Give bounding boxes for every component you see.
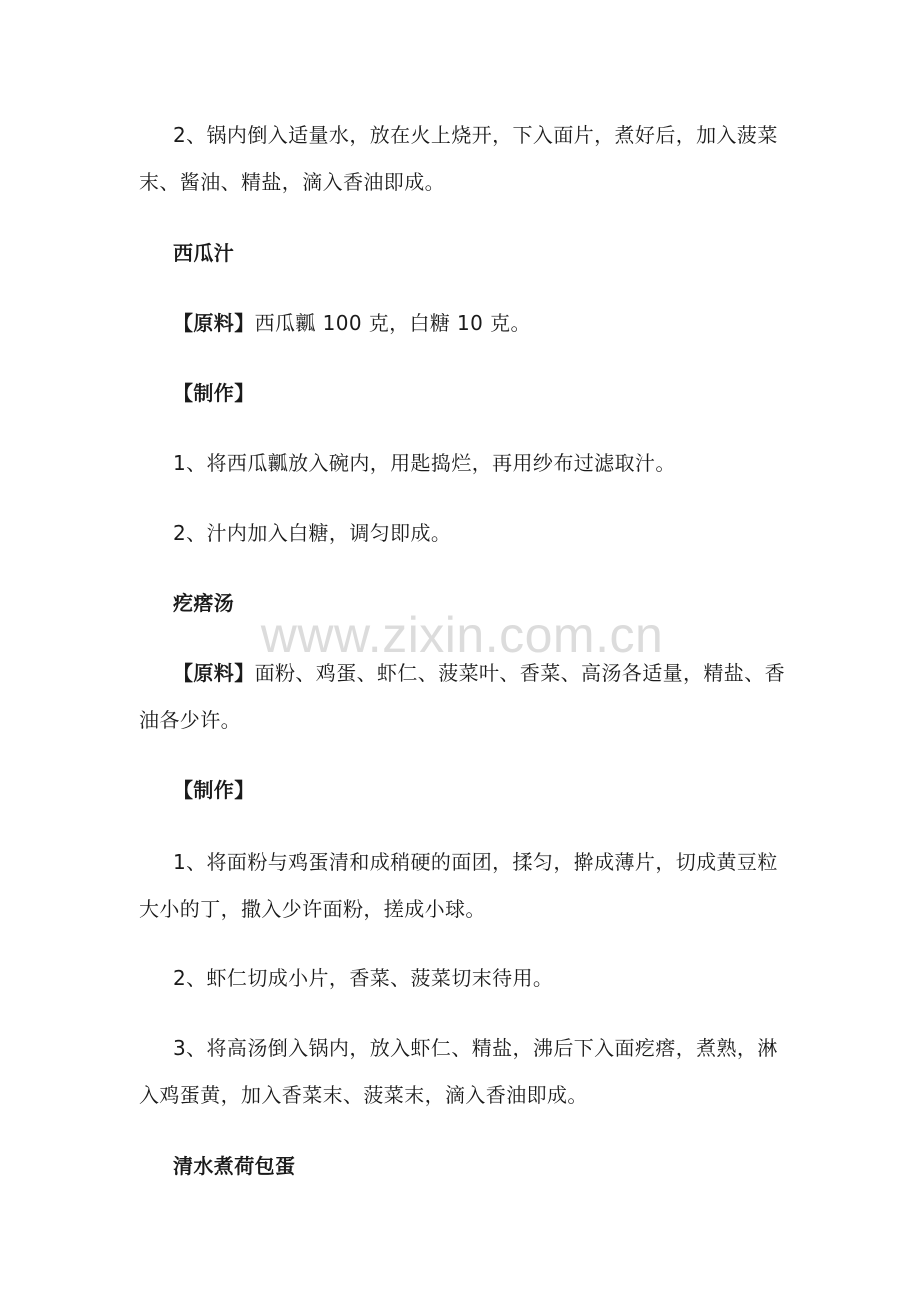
ingredients-text: 西瓜瓤 100 克，白糖 10 克。 [254,311,531,335]
site-watermark: www.zixin.com.cn [260,607,664,663]
paragraph-noodle-step-2: 2、锅内倒入适量水，放在火上烧开，下入面片，煮好后，加入菠菜末、酱油、精盐，滴入香油即成。 [139,123,778,194]
paragraph-watermelon-step-1: 1、将西瓜瓤放入碗内，用匙捣烂，再用纱布过滤取汁。 [173,451,676,475]
paragraph-soup-step-2: 2、虾仁切成小片，香菜、菠菜切末待用。 [173,966,554,990]
ingredients-label: 【原料】 [173,661,255,685]
method-label-watermelon [139,370,785,417]
recipe-title-watermelon-juice: 西瓜汁 [173,241,235,265]
paragraph-soup-step-1: 1、将面粉与鸡蛋清和成稍硬的面团，揉匀，擀成薄片，切成黄豆粒大小的丁，撒入少许面粉，搓成小球。 [139,850,778,921]
ingredients-text: 面粉、鸡蛋、虾仁、菠菜叶、香菜、高汤各适量，精盐、香油各少许。 [139,661,786,732]
method-label: 【制作】 [173,778,255,802]
ingredients-paragraph-watermelon [139,300,785,347]
paragraph-watermelon-step-2: 2、汁内加入白糖，调匀即成。 [173,521,452,545]
method-label: 【制作】 [173,381,255,405]
paragraph-soup-step-3: 3、将高汤倒入锅内，放入虾仁、精盐，沸后下入面疙瘩，煮熟，淋入鸡蛋黄，加入香菜末、菠菜末，滴入香油即成。 [139,1036,778,1107]
ingredients-label: 【原料】 [173,311,255,335]
recipe-title-dough-drop-soup: 疙瘩汤 [173,591,235,615]
recipe-title-poached-egg: 清水煮荷包蛋 [173,1154,296,1178]
method-label-soup [139,767,785,814]
